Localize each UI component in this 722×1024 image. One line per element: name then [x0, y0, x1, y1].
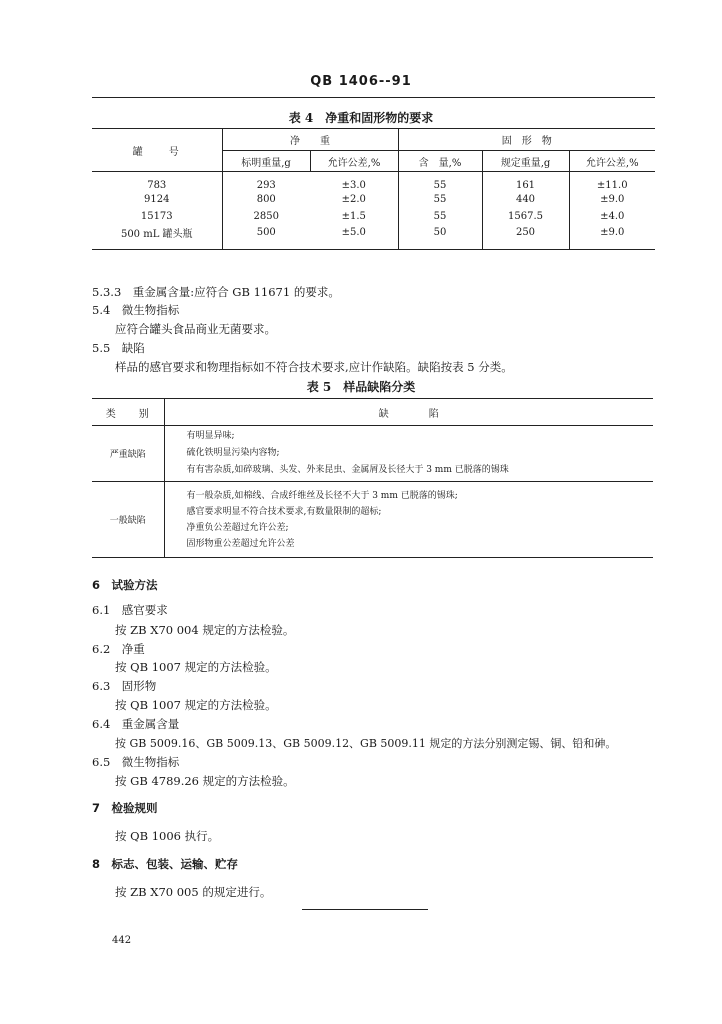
severe-defect-label: 严重缺陷 — [92, 426, 164, 482]
header-solid-content: 含 量,% — [398, 151, 482, 172]
cell-net-weight: 2850 — [222, 208, 310, 225]
cell-solid-content: 55 — [398, 172, 482, 192]
cell-solid-tolerance: ±9.0 — [569, 225, 655, 249]
header-net-weight: 净 重 — [222, 129, 398, 151]
table-row — [92, 225, 655, 249]
page-number: 442 — [112, 935, 132, 946]
clause-6-5-body: 按 GB 4789.26 规定的方法检验。 — [115, 774, 295, 788]
clause-title: 微生物指标 — [121, 303, 180, 317]
table4-caption-title: 净重和固形物的要求 — [325, 111, 434, 125]
table-row — [92, 208, 655, 225]
clause-number: 6.4 — [92, 717, 111, 731]
header-defect: 缺 陷 — [164, 399, 653, 426]
cell-solid-tolerance: ±9.0 — [569, 191, 655, 208]
cell-net-tolerance: ±3.0 — [341, 180, 366, 191]
clause-text: 重金属含量:应符合 GB 11671 的要求。 — [132, 285, 340, 299]
clause-number: 5.3.3 — [92, 285, 122, 299]
section-7-body: 按 QB 1006 执行。 — [115, 829, 220, 843]
clause-number: 6.2 — [92, 642, 111, 656]
cell-solid-tolerance: ±4.0 — [569, 208, 655, 225]
header-rule — [92, 97, 655, 98]
cell-net-weight: 293 — [222, 172, 310, 192]
clause-6-4-heading — [92, 716, 179, 732]
list-item: 固形物重公差超过允许公差 — [186, 538, 295, 549]
header-can-number: 罐 号 — [92, 129, 222, 172]
clause-5-4-body: 应符合罐头食品商业无菌要求。 — [115, 322, 276, 336]
list-item: 有一般杂质,如棉线、合成纤维丝及长径不大于 3 mm 已脱落的锡珠; — [186, 490, 458, 501]
table5-caption-number: 表 5 — [306, 380, 332, 394]
list-item: 有明显异味; — [186, 431, 235, 441]
cell-solid-weight: 161 — [482, 172, 569, 192]
clause-number: 6.3 — [92, 679, 111, 693]
clause-6-2-heading — [92, 641, 145, 657]
section-title: 检验规则 — [111, 801, 158, 815]
section-8-body: 按 ZB X70 005 的规定进行。 — [115, 885, 272, 899]
end-rule — [302, 909, 428, 910]
cell-solid-weight: 440 — [482, 191, 569, 208]
list-item: 净重负公差超过允许公差; — [186, 522, 289, 533]
clause-5-5-heading — [92, 340, 145, 356]
clause-6-1-heading — [92, 602, 168, 618]
net-weight-solids-table — [92, 128, 655, 250]
clause-number: 6.5 — [92, 755, 111, 769]
section-number: 6 — [92, 578, 101, 592]
header-solids: 固 形 物 — [398, 129, 655, 151]
clause-6-3-heading — [92, 678, 156, 694]
cell-can: 783 — [147, 180, 167, 191]
section-number: 7 — [92, 801, 101, 815]
clause-title: 净重 — [121, 642, 145, 656]
cell-can: 9124 — [144, 194, 170, 205]
general-defect-label: 一般缺陷 — [92, 482, 164, 558]
list-item: 硫化铁明显污染内容物; — [186, 448, 280, 458]
cell-solid-content: 55 — [398, 208, 482, 225]
list-item: 感官要求明显不符合技术要求,有数量限制的超标; — [186, 506, 382, 517]
section-8-heading — [92, 856, 238, 872]
clause-6-2-body: 按 QB 1007 规定的方法检验。 — [115, 660, 277, 674]
general-defects-row — [92, 482, 653, 558]
header-solid-tolerance: 允许公差,% — [569, 151, 655, 172]
table-row — [92, 191, 655, 208]
section-number: 8 — [92, 857, 101, 871]
cell-solid-weight: 1567.5 — [482, 208, 569, 225]
clause-title: 固形物 — [121, 679, 157, 693]
table4-caption — [0, 109, 722, 126]
clause-6-1-body: 按 ZB X70 004 规定的方法检验。 — [115, 623, 295, 637]
cell-can: 15173 — [140, 211, 173, 222]
clause-6-4-body: 按 GB 5009.16、GB 5009.13、GB 5009.12、GB 5009.11 规定的方法分别测定锡、铜、铅和砷。 — [115, 737, 617, 750]
table5-caption — [0, 378, 722, 395]
clause-title: 微生物指标 — [121, 755, 180, 769]
clause-5-5-body: 样品的感官要求和物理指标如不符合技术要求,应计作缺陷。缺陷按表 5 分类。 — [115, 360, 513, 374]
clause-number: 5.4 — [92, 303, 111, 317]
cell-net-tolerance: ±2.0 — [341, 194, 366, 205]
standard-header: QB 1406--91 — [310, 74, 412, 89]
section-7-heading — [92, 800, 158, 816]
header-net-tolerance: 允许公差,% — [310, 151, 398, 172]
cell-net-weight: 500 — [222, 225, 310, 249]
clause-number: 6.1 — [92, 603, 111, 617]
severe-defects-row — [92, 426, 653, 482]
cell-net-weight: 800 — [222, 191, 310, 208]
table5-caption-title: 样品缺陷分类 — [343, 380, 416, 394]
header-specified-weight: 规定重量,g — [482, 151, 569, 172]
cell-solid-weight: 250 — [482, 225, 569, 249]
header-category: 类 别 — [92, 399, 164, 426]
list-item: 有有害杂质,如碎玻璃、头发、外来昆虫、金属屑及长径大于 3 mm 已脱落的锡珠 — [186, 465, 509, 475]
clause-5-3-3 — [92, 284, 340, 300]
clause-6-3-body: 按 QB 1007 规定的方法检验。 — [115, 698, 277, 712]
clause-title: 缺陷 — [121, 341, 145, 355]
clause-title: 重金属含量 — [121, 717, 180, 731]
table4-caption-number: 表 4 — [288, 111, 314, 125]
cell-can: 500 mL 罐头瓶 — [92, 225, 222, 249]
clause-6-5-heading — [92, 754, 179, 770]
cell-solid-tolerance: ±11.0 — [569, 172, 655, 192]
defect-classification-table — [92, 398, 653, 558]
cell-solid-content: 50 — [398, 225, 482, 249]
section-6-heading — [92, 577, 158, 593]
clause-5-4-heading — [92, 302, 179, 318]
cell-net-tolerance: ±5.0 — [310, 225, 398, 249]
cell-net-tolerance: ±1.5 — [341, 211, 366, 222]
section-title: 标志、包装、运输、贮存 — [111, 857, 239, 871]
table-row — [92, 172, 655, 192]
cell-solid-content: 55 — [398, 191, 482, 208]
section-title: 试验方法 — [111, 578, 158, 592]
header-labeled-weight: 标明重量,g — [222, 151, 310, 172]
clause-number: 5.5 — [92, 341, 111, 355]
clause-title: 感官要求 — [121, 603, 168, 617]
